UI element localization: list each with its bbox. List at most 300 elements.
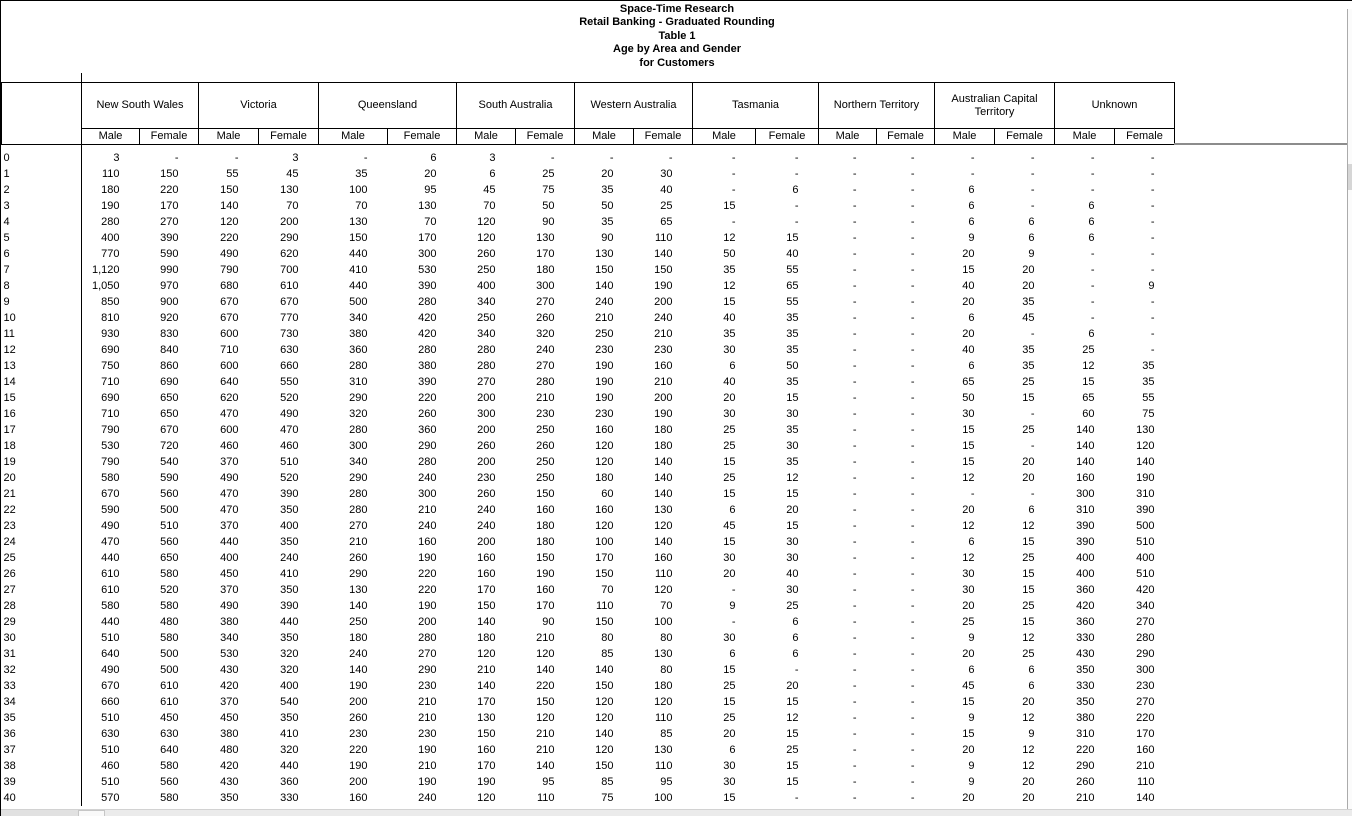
cell[interactable]: 70 xyxy=(660,600,673,612)
cell[interactable]: 55 xyxy=(226,168,239,180)
cell[interactable]: 45 xyxy=(286,168,299,180)
cell[interactable]: 220 xyxy=(418,392,437,404)
cell[interactable]: 220 xyxy=(418,584,437,596)
cell[interactable]: - xyxy=(852,232,857,244)
cell[interactable]: 630 xyxy=(101,728,120,740)
cell[interactable]: 160 xyxy=(1136,744,1155,756)
cell[interactable]: 430 xyxy=(1076,648,1095,660)
cell[interactable]: 35 xyxy=(1022,296,1035,308)
cell[interactable]: - xyxy=(1030,200,1035,212)
cell[interactable]: 600 xyxy=(220,424,239,436)
cell[interactable]: 320 xyxy=(536,328,555,340)
cell[interactable]: 35 xyxy=(1142,360,1155,372)
cell[interactable]: 300 xyxy=(536,280,555,292)
cell[interactable]: 360 xyxy=(418,424,437,436)
cell[interactable]: - xyxy=(910,408,915,420)
cell[interactable]: 200 xyxy=(280,216,299,228)
cell[interactable]: - xyxy=(852,168,857,180)
cell[interactable]: 330 xyxy=(1076,680,1095,692)
cell[interactable]: 510 xyxy=(101,632,120,644)
cell[interactable]: 200 xyxy=(654,296,673,308)
cell[interactable]: 30 xyxy=(786,408,799,420)
cell[interactable]: 280 xyxy=(349,488,368,500)
subheader-male[interactable]: Male xyxy=(575,129,634,145)
cell[interactable]: 20 xyxy=(962,248,975,260)
cell[interactable]: - xyxy=(910,184,915,196)
cell[interactable]: 20 xyxy=(601,168,614,180)
cell[interactable]: 420 xyxy=(1136,584,1155,596)
cell[interactable]: 210 xyxy=(1076,792,1095,804)
cell[interactable]: 150 xyxy=(595,568,614,580)
cell[interactable]: 120 xyxy=(654,584,673,596)
cell[interactable]: - xyxy=(910,776,915,788)
cell[interactable]: - xyxy=(910,536,915,548)
cell[interactable]: 20 xyxy=(962,792,975,804)
cell[interactable]: - xyxy=(910,296,915,308)
cell[interactable]: 9 xyxy=(968,712,975,724)
cell[interactable]: 210 xyxy=(595,312,614,324)
cell[interactable]: 390 xyxy=(1076,536,1095,548)
cell[interactable]: 400 xyxy=(477,280,496,292)
cell[interactable]: 170 xyxy=(477,696,496,708)
cell[interactable]: 45 xyxy=(723,520,736,532)
cell[interactable]: - xyxy=(910,264,915,276)
cell[interactable]: 100 xyxy=(654,792,673,804)
cell[interactable]: - xyxy=(1030,488,1035,500)
cell[interactable]: 350 xyxy=(220,792,239,804)
cell[interactable]: 25 xyxy=(786,600,799,612)
cell[interactable]: 50 xyxy=(542,200,555,212)
cell[interactable]: 70 xyxy=(286,200,299,212)
cell[interactable]: 35 xyxy=(786,344,799,356)
cell[interactable]: 15 xyxy=(723,696,736,708)
cell[interactable]: - xyxy=(910,344,915,356)
cell[interactable]: 140 xyxy=(536,664,555,676)
cell[interactable]: - xyxy=(794,216,799,228)
cell[interactable]: 140 xyxy=(1136,792,1155,804)
cell[interactable]: 210 xyxy=(536,728,555,740)
cell[interactable]: 340 xyxy=(477,296,496,308)
cell[interactable]: - xyxy=(852,344,857,356)
cell[interactable]: 9 xyxy=(1028,248,1035,260)
cell[interactable]: 370 xyxy=(220,456,239,468)
cell[interactable]: 25 xyxy=(1082,344,1095,356)
cell[interactable]: 510 xyxy=(1136,568,1155,580)
cell[interactable]: - xyxy=(910,760,915,772)
cell[interactable]: - xyxy=(910,744,915,756)
cell[interactable]: 80 xyxy=(660,664,673,676)
cell[interactable]: 6 xyxy=(1028,680,1035,692)
cell[interactable]: 6 xyxy=(792,184,799,196)
cell[interactable]: 35 xyxy=(786,456,799,468)
cell[interactable]: 520 xyxy=(280,472,299,484)
cell[interactable]: 100 xyxy=(595,536,614,548)
cell[interactable]: 140 xyxy=(654,472,673,484)
cell[interactable]: 150 xyxy=(536,696,555,708)
cell[interactable]: 120 xyxy=(477,216,496,228)
cell[interactable]: 85 xyxy=(660,728,673,740)
cell[interactable]: 400 xyxy=(220,552,239,564)
cell[interactable]: 180 xyxy=(654,440,673,452)
cell[interactable]: 9 xyxy=(968,232,975,244)
cell[interactable]: 290 xyxy=(1136,648,1155,660)
cell[interactable]: 210 xyxy=(654,376,673,388)
cell[interactable]: 290 xyxy=(349,392,368,404)
cell[interactable]: 20 xyxy=(424,168,437,180)
cell[interactable]: 280 xyxy=(349,360,368,372)
cell[interactable]: 15 xyxy=(786,488,799,500)
cell[interactable]: 350 xyxy=(280,504,299,516)
cell[interactable]: - xyxy=(852,584,857,596)
cell[interactable]: 390 xyxy=(418,376,437,388)
cell[interactable]: 6 xyxy=(1088,200,1095,212)
age-label[interactable]: 15 xyxy=(2,390,82,406)
cell[interactable]: 150 xyxy=(349,232,368,244)
cell[interactable]: 230 xyxy=(418,728,437,740)
cell[interactable]: 130 xyxy=(654,648,673,660)
cell[interactable]: 35 xyxy=(786,328,799,340)
cell[interactable]: - xyxy=(852,280,857,292)
cell[interactable]: 430 xyxy=(220,776,239,788)
cell[interactable]: 230 xyxy=(477,472,496,484)
cell[interactable]: 670 xyxy=(280,296,299,308)
cell[interactable]: 270 xyxy=(536,296,555,308)
cell[interactable]: 30 xyxy=(962,568,975,580)
age-label[interactable]: 25 xyxy=(2,550,82,566)
cell[interactable]: 330 xyxy=(280,792,299,804)
age-label[interactable]: 16 xyxy=(2,406,82,422)
cell[interactable]: 30 xyxy=(962,408,975,420)
cell[interactable]: 140 xyxy=(595,280,614,292)
cell[interactable]: 170 xyxy=(536,600,555,612)
cell[interactable]: 110 xyxy=(654,760,673,772)
cell[interactable]: 790 xyxy=(220,264,239,276)
cell[interactable]: 110 xyxy=(595,600,614,612)
cell[interactable]: 35 xyxy=(1022,344,1035,356)
cell[interactable]: - xyxy=(731,168,736,180)
cell[interactable]: 470 xyxy=(220,504,239,516)
cell[interactable]: - xyxy=(910,712,915,724)
cell[interactable]: 40 xyxy=(962,280,975,292)
cell[interactable]: 190 xyxy=(477,776,496,788)
cell[interactable]: 90 xyxy=(542,216,555,228)
cell[interactable]: - xyxy=(1030,328,1035,340)
cell[interactable]: 65 xyxy=(962,376,975,388)
cell[interactable]: 450 xyxy=(160,712,179,724)
cell[interactable]: - xyxy=(852,568,857,580)
cell[interactable]: 70 xyxy=(483,200,496,212)
cell[interactable]: 180 xyxy=(101,184,120,196)
cell[interactable]: 570 xyxy=(101,792,120,804)
cell[interactable]: - xyxy=(910,488,915,500)
cell[interactable]: 390 xyxy=(280,600,299,612)
cell[interactable]: 30 xyxy=(660,168,673,180)
cell[interactable]: 25 xyxy=(723,472,736,484)
cell[interactable]: 310 xyxy=(349,376,368,388)
cell[interactable]: 90 xyxy=(601,232,614,244)
cell[interactable]: 20 xyxy=(962,600,975,612)
column-group-header[interactable]: Australian Capital Territory xyxy=(935,83,1055,129)
cell[interactable]: 70 xyxy=(355,200,368,212)
age-label[interactable]: 32 xyxy=(2,662,82,678)
cell[interactable]: 20 xyxy=(1022,264,1035,276)
age-label[interactable]: 29 xyxy=(2,614,82,630)
horizontal-scrollbar-track[interactable] xyxy=(1,810,78,816)
age-label[interactable]: 31 xyxy=(2,646,82,662)
cell[interactable]: 360 xyxy=(280,776,299,788)
age-label[interactable]: 12 xyxy=(2,342,82,358)
age-label[interactable]: 27 xyxy=(2,582,82,598)
cell[interactable]: 30 xyxy=(786,536,799,548)
cell[interactable]: 140 xyxy=(595,728,614,740)
cell[interactable]: 65 xyxy=(660,216,673,228)
subheader-female[interactable]: Female xyxy=(995,129,1055,145)
cell[interactable]: 580 xyxy=(101,472,120,484)
cell[interactable]: 440 xyxy=(280,616,299,628)
cell[interactable]: - xyxy=(852,360,857,372)
cell[interactable]: 340 xyxy=(220,632,239,644)
cell[interactable]: 790 xyxy=(101,424,120,436)
cell[interactable]: - xyxy=(731,184,736,196)
cell[interactable]: 190 xyxy=(349,760,368,772)
cell[interactable]: 6 xyxy=(968,184,975,196)
cell[interactable]: 140 xyxy=(1076,424,1095,436)
cell[interactable]: 120 xyxy=(654,520,673,532)
cell[interactable]: 440 xyxy=(101,552,120,564)
cell[interactable]: 12 xyxy=(1022,520,1035,532)
subheader-male[interactable]: Male xyxy=(82,129,140,145)
cell[interactable]: 55 xyxy=(1142,392,1155,404)
column-group-header[interactable]: South Australia xyxy=(457,83,575,129)
cell[interactable]: 290 xyxy=(280,232,299,244)
cell[interactable]: 25 xyxy=(786,744,799,756)
cell[interactable]: 300 xyxy=(477,408,496,420)
cell[interactable]: 360 xyxy=(349,344,368,356)
cell[interactable]: 390 xyxy=(1076,520,1095,532)
cell[interactable]: 6 xyxy=(968,216,975,228)
cell[interactable]: 20 xyxy=(962,504,975,516)
cell[interactable]: 9 xyxy=(1148,280,1155,292)
cell[interactable]: 160 xyxy=(477,744,496,756)
cell[interactable]: 670 xyxy=(160,424,179,436)
cell[interactable]: 6 xyxy=(1028,664,1035,676)
cell[interactable]: 40 xyxy=(660,184,673,196)
cell[interactable]: 20 xyxy=(723,392,736,404)
cell[interactable]: 280 xyxy=(349,504,368,516)
cell[interactable]: 170 xyxy=(477,760,496,772)
cell[interactable]: - xyxy=(794,200,799,212)
cell[interactable]: - xyxy=(794,168,799,180)
cell[interactable]: 55 xyxy=(786,264,799,276)
cell[interactable]: - xyxy=(910,600,915,612)
cell[interactable]: 590 xyxy=(160,248,179,260)
cell[interactable]: 140 xyxy=(1076,440,1095,452)
cell[interactable]: 420 xyxy=(220,680,239,692)
cell[interactable]: 120 xyxy=(1136,440,1155,452)
cell[interactable]: 120 xyxy=(477,232,496,244)
cell[interactable]: 280 xyxy=(1136,632,1155,644)
age-label[interactable]: 30 xyxy=(2,630,82,646)
cell[interactable]: 690 xyxy=(101,392,120,404)
cell[interactable]: 270 xyxy=(418,648,437,660)
cell[interactable]: 190 xyxy=(595,376,614,388)
cell[interactable]: 680 xyxy=(220,280,239,292)
cell[interactable]: 55 xyxy=(786,296,799,308)
cell[interactable]: 170 xyxy=(418,232,437,244)
cell[interactable]: 95 xyxy=(660,776,673,788)
cell[interactable]: - xyxy=(910,680,915,692)
cell[interactable]: 260 xyxy=(349,552,368,564)
cell[interactable]: 12 xyxy=(1022,760,1035,772)
cell[interactable]: 1,050 xyxy=(91,280,120,292)
cell[interactable]: 12 xyxy=(962,520,975,532)
cell[interactable]: - xyxy=(794,152,799,164)
cell[interactable]: 400 xyxy=(280,520,299,532)
cell[interactable]: 3 xyxy=(113,152,120,164)
cell[interactable]: 360 xyxy=(1076,584,1095,596)
cell[interactable]: 140 xyxy=(477,616,496,628)
cell[interactable]: 120 xyxy=(595,696,614,708)
cell[interactable]: 300 xyxy=(418,488,437,500)
cell[interactable]: 440 xyxy=(101,616,120,628)
cell[interactable]: 500 xyxy=(349,296,368,308)
cell[interactable]: 930 xyxy=(101,328,120,340)
cell[interactable]: - xyxy=(910,584,915,596)
cell[interactable]: 15 xyxy=(786,520,799,532)
cell[interactable]: 180 xyxy=(536,536,555,548)
cell[interactable]: 25 xyxy=(723,680,736,692)
cell[interactable]: 160 xyxy=(595,504,614,516)
cell[interactable]: 230 xyxy=(654,344,673,356)
cell[interactable]: - xyxy=(910,792,915,804)
cell[interactable]: 240 xyxy=(595,296,614,308)
cell[interactable]: 75 xyxy=(1142,408,1155,420)
cell[interactable]: 200 xyxy=(477,392,496,404)
cell[interactable]: 520 xyxy=(160,584,179,596)
cell[interactable]: - xyxy=(910,392,915,404)
cell[interactable]: 610 xyxy=(101,568,120,580)
cell[interactable]: 850 xyxy=(101,296,120,308)
vertical-scrollbar[interactable] xyxy=(1347,9,1352,809)
age-label[interactable]: 20 xyxy=(2,470,82,486)
cell[interactable]: 220 xyxy=(160,184,179,196)
cell[interactable]: - xyxy=(1090,312,1095,324)
age-label[interactable]: 13 xyxy=(2,358,82,374)
cell[interactable]: 650 xyxy=(160,552,179,564)
cell[interactable]: 110 xyxy=(654,712,673,724)
cell[interactable]: 280 xyxy=(101,216,120,228)
cell[interactable]: 6 xyxy=(968,200,975,212)
cell[interactable]: 420 xyxy=(1076,600,1095,612)
cell[interactable]: 250 xyxy=(477,264,496,276)
cell[interactable]: 380 xyxy=(418,360,437,372)
cell[interactable]: 350 xyxy=(280,632,299,644)
cell[interactable]: 200 xyxy=(418,616,437,628)
cell[interactable]: 15 xyxy=(1022,568,1035,580)
cell[interactable]: 420 xyxy=(418,312,437,324)
cell[interactable]: 230 xyxy=(536,408,555,420)
cell[interactable]: 30 xyxy=(723,552,736,564)
cell[interactable]: 6 xyxy=(1088,328,1095,340)
cell[interactable]: 530 xyxy=(418,264,437,276)
cell[interactable]: - xyxy=(852,488,857,500)
cell[interactable]: 480 xyxy=(220,744,239,756)
cell[interactable]: 6 xyxy=(1028,504,1035,516)
cell[interactable]: 35 xyxy=(786,424,799,436)
cell[interactable]: 500 xyxy=(160,648,179,660)
age-label[interactable]: 14 xyxy=(2,374,82,390)
cell[interactable]: 15 xyxy=(786,776,799,788)
cell[interactable]: 620 xyxy=(280,248,299,260)
cell[interactable]: 140 xyxy=(1136,456,1155,468)
cell[interactable]: 310 xyxy=(1076,504,1095,516)
cell[interactable]: 60 xyxy=(1082,408,1095,420)
age-label[interactable]: 35 xyxy=(2,710,82,726)
age-label[interactable]: 3 xyxy=(2,198,82,214)
cell[interactable]: 20 xyxy=(723,728,736,740)
cell[interactable]: 290 xyxy=(349,472,368,484)
cell[interactable]: 120 xyxy=(595,520,614,532)
cell[interactable]: - xyxy=(731,584,736,596)
cell[interactable]: 70 xyxy=(601,584,614,596)
cell[interactable]: - xyxy=(852,296,857,308)
cell[interactable]: 100 xyxy=(349,184,368,196)
cell[interactable]: 120 xyxy=(477,648,496,660)
cell[interactable]: 25 xyxy=(1022,648,1035,660)
cell[interactable]: - xyxy=(910,424,915,436)
cell[interactable]: - xyxy=(852,776,857,788)
cell[interactable]: 190 xyxy=(654,408,673,420)
cell[interactable]: 320 xyxy=(280,744,299,756)
cell[interactable]: 160 xyxy=(477,568,496,580)
cell[interactable]: 240 xyxy=(477,504,496,516)
subheader-female[interactable]: Female xyxy=(877,129,935,145)
cell[interactable]: 370 xyxy=(220,584,239,596)
age-label[interactable]: 39 xyxy=(2,774,82,790)
cell[interactable]: 750 xyxy=(101,360,120,372)
cell[interactable]: 12 xyxy=(1022,712,1035,724)
cell[interactable]: 210 xyxy=(536,744,555,756)
cell[interactable]: 210 xyxy=(418,504,437,516)
cell[interactable]: - xyxy=(1150,184,1155,196)
cell[interactable]: 15 xyxy=(962,696,975,708)
cell[interactable]: 270 xyxy=(160,216,179,228)
cell[interactable]: 300 xyxy=(349,440,368,452)
cell[interactable]: 35 xyxy=(355,168,368,180)
subheader-female[interactable]: Female xyxy=(140,129,199,145)
cell[interactable]: 160 xyxy=(349,792,368,804)
cell[interactable]: 120 xyxy=(595,744,614,756)
subheader-female[interactable]: Female xyxy=(756,129,819,145)
cell[interactable]: 35 xyxy=(723,264,736,276)
cell[interactable]: - xyxy=(1030,440,1035,452)
cell[interactable]: 12 xyxy=(962,552,975,564)
cell[interactable]: 15 xyxy=(723,296,736,308)
cell[interactable]: 170 xyxy=(1136,728,1155,740)
cell[interactable]: 70 xyxy=(424,216,437,228)
cell[interactable]: 200 xyxy=(349,696,368,708)
cell[interactable]: 510 xyxy=(101,744,120,756)
cell[interactable]: 140 xyxy=(654,488,673,500)
cell[interactable]: 180 xyxy=(349,632,368,644)
subheader-male[interactable]: Male xyxy=(935,129,995,145)
cell[interactable]: - xyxy=(910,696,915,708)
cell[interactable]: 460 xyxy=(220,440,239,452)
cell[interactable]: - xyxy=(852,664,857,676)
age-label[interactable]: 38 xyxy=(2,758,82,774)
cell[interactable]: 6 xyxy=(1088,216,1095,228)
cell[interactable]: 15 xyxy=(723,536,736,548)
